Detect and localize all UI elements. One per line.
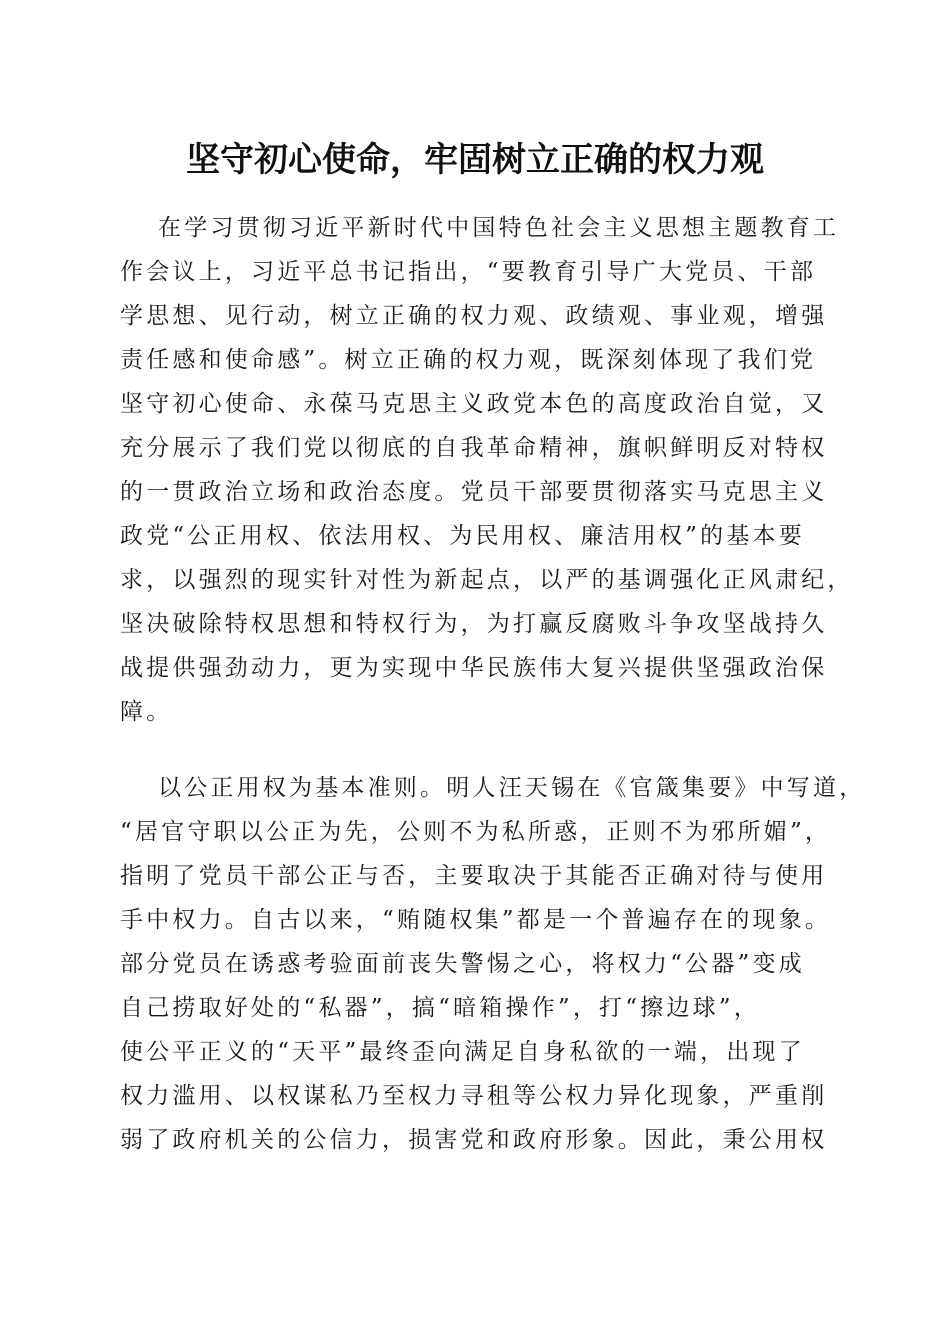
text-line: 在学习贯彻习近平新时代中国特色社会主义思想主题教育工: [158, 215, 840, 241]
text-line: 求，以强烈的现实针对性为新起点，以严的基调强化正风肃纪，: [120, 567, 854, 593]
text-line: 责任感和使命感”。树立正确的权力观，既深刻体现了我们党: [120, 347, 817, 373]
text-line: 部分党员在诱惑考验面前丧失警惕之心，将权力“公器”变成: [120, 951, 805, 977]
text-line: 以公正用权为基本准则。明人汪天锡在《官箴集要》中写道，: [158, 775, 866, 801]
paragraph-2: [120, 766, 866, 1162]
text-line: 自己捞取好处的“私器”，搞“暗箱操作”，打“擦边球”，: [120, 995, 760, 1021]
text-line: 战提供强劲动力，更为实现中华民族伟大复兴提供坚强政治保: [120, 655, 828, 681]
text-line: 坚守初心使命、永葆马克思主义政党本色的高度政治自觉，又: [120, 391, 828, 417]
text-line: 使公平正义的“天平”最终歪向满足自身私欲的一端，出现了: [120, 1039, 805, 1065]
text-line: 坚决破除特权思想和特权行为，为打赢反腐败斗争攻坚战持久: [120, 611, 828, 637]
page-title: 坚守初心使命，牢固树立正确的权力观: [186, 140, 764, 180]
paragraph-1: [120, 206, 854, 734]
text-line: 弱了政府机关的公信力，损害党和政府形象。因此，秉公用权: [120, 1127, 828, 1153]
text-line: “居官守职以公正为先，公则不为私所惑，正则不为邪所媚”，: [120, 819, 832, 845]
text-line: 的一贯政治立场和政治态度。党员干部要贯彻落实马克思主义: [120, 479, 828, 505]
text-line: 障。: [120, 699, 173, 725]
text-line: 指明了党员干部公正与否，主要取决于其能否正确对待与使用: [120, 863, 828, 889]
text-line: 政党“公正用权、依法用权、为民用权、廉洁用权”的基本要: [120, 523, 805, 549]
text-line: 充分展示了我们党以彻底的自我革命精神，旗帜鲜明反对特权: [120, 435, 828, 461]
text-line: 学思想、见行动，树立正确的权力观、政绩观、事业观，增强: [120, 303, 828, 329]
text-line: 权力滥用、以权谋私乃至权力寻租等公权力异化现象，严重削: [120, 1083, 828, 1109]
text-line: 作会议上，习近平总书记指出，“要教育引导广大党员、干部: [120, 259, 817, 285]
text-line: 手中权力。自古以来，“贿随权集”都是一个普遍存在的现象。: [120, 907, 832, 933]
